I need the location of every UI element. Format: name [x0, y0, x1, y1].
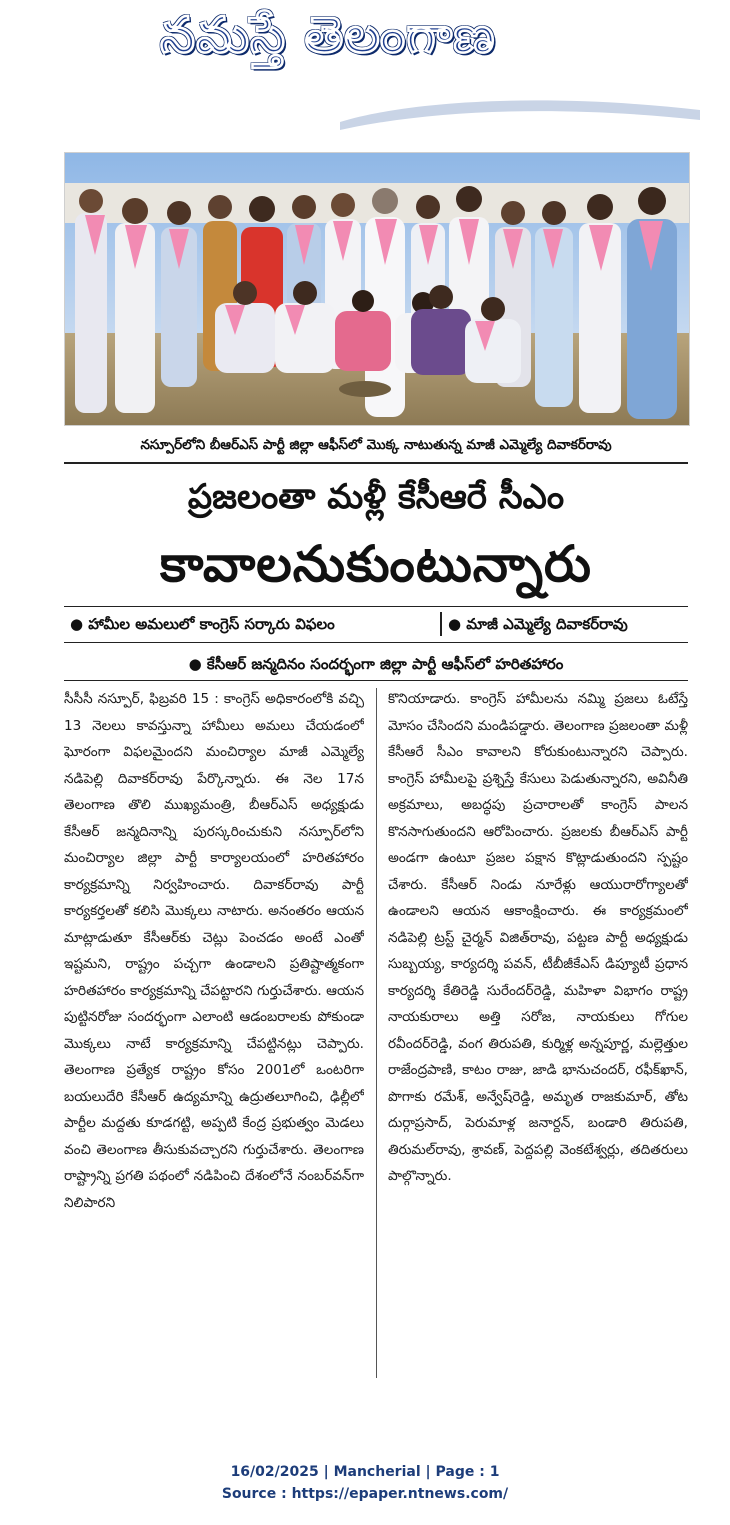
- subhead-second: ● కేసీఆర్ జన్మదినం సందర్భంగా జిల్లా పార్టీ ఆఫీస్‌లో హరితహారం: [188, 655, 564, 673]
- article-column-left: [64, 686, 364, 1386]
- subline-bottom-divider: [64, 680, 688, 681]
- masthead-title: నమస్తే తెలంగాణ: [160, 6, 496, 64]
- news-photo: [64, 152, 690, 426]
- article-column-right: [388, 686, 688, 1386]
- photo-caption: నస్పూర్‌లోని బీఆర్‌ఎస్ పార్టీ జిల్లా ఆఫీస్‌లో మొక్క నాటుతున్న మాజీ ఎమ్మెల్యే దివాకర్‌రావు: [140, 437, 612, 453]
- subhead-left: ● హామీల అమలులో కాంగ్రెస్ సర్కారు విఫలం: [70, 615, 335, 633]
- article-text-right: కొనియాడారు. కాంగ్రెస్ హామీలను నమ్మి ప్రజలు ఓటేస్తే మోసం చేసిందని మండిపడ్డారు. తెలంగాణ ప్రజలంతా మళ్లీ కేసీఆరే సీఎం కావాలని కోరుకుంటున్నారని చెప్పారు. కాంగ్రెస్ హామీలపై ప్రశ్నిస్తే కేసులు పెడుతున్నారని, అవినీతి అక్రమాలు, అబద్ధపు ప్రచారాలతో కాంగ్రెస్ పాలన కొనసాగుతుందని ఆరోపించారు. ప్రజలకు బీఆర్‌ఎస్ పార్టీ అండగా ఉంటూ ప్రజల పక్షాన కొట్లాడుతుందని స్పష్టం చేశారు. కేసీఆర్ నిండు నూరేళ్లు ఆయురారోగ్యాలతో ఉండాలని ఆయన ఆకాంక్షించారు. ఈ కార్యక్రమంలో నడిపెల్లి ట్రస్ట్ చైర్మన్ విజిత్‌రావు, పట్టణ పార్టీ అధ్యక్షుడు సుబ్బయ్య, కార్యదర్శి పవన్, టీబీజీకేఎస్ డిప్యూటీ ప్రధాన కార్యదర్శి కేతిరెడ్డి సురేందర్‌రెడ్డి, మహిళా విభాగం రాష్ట్ర నాయకురాలు అత్తి సరోజ, నాయకులు గోగుల రవీందర్‌రెడ్డి, వంగ తిరుపతి, కుర్మిళ్ల అన్నపూర్ణ, మల్లెత్తుల రాజేంద్రపాణి, కాటం రాజు, జాడి భానుచందర్, రఫీక్‌ఖాన్, పొగాకు రమేశ్, అన్వేష్‌రెడ్డి, అమృత రాజకుమార్, తోట దుర్గాప్రసాద్, పెరుమాళ్ల జనార్దన్, బండారి తిరుపతి, తిరుమల్‌రావు, శ్రావణ్, పెద్దపల్లి వెంకటేశ్వర్లు, తదితరులు పాల్గొన్నారు.: [388, 691, 688, 1184]
- caption-divider: [64, 462, 688, 464]
- column-divider: [376, 688, 377, 1378]
- subline-mid-divider: [64, 642, 688, 643]
- footer-source-line: Source : https://epaper.ntnews.com/: [221, 1486, 509, 1502]
- subline-top-divider: [64, 606, 688, 607]
- article-text-left: సీసీసీ నస్పూర్, ఫిబ్రవరి 15 : కాంగ్రెస్ అధికారంలోకి వచ్చి 13 నెలలు కావస్తున్నా హామీలు అమలు చేయడంలో ఘోరంగా విఫలమైందని మంచిర్యాల మాజీ ఎమ్మెల్యే నడిపెల్లి దివాకర్‌రావు పేర్కొన్నారు. ఈ నెల 17న తెలంగాణ తొలి ముఖ్యమంత్రి, బీఆర్‌ఎస్ అధ్యక్షుడు కేసీఆర్ జన్మదినాన్ని పురస్కరించుకుని నస్పూర్‌లోని మంచిర్యాల జిల్లా పార్టీ కార్యాలయంలో హరితహారం కార్యక్రమాన్ని నిర్వహించారు. దివాకర్‌రావు పార్టీ కార్యకర్తలతో కలిసి మొక్కలు నాటారు. అనంతరం ఆయన మాట్లాడుతూ కేసీఆర్‌కు చెట్లు పెంచడం అంటే ఎంతో ఇష్టమని, రాష్ట్రం పచ్చగా ఉండాలని ప్రతిష్టాత్మకంగా హరితహారం కార్యక్రమాన్ని చేపట్టారని గుర్తుచేశారు. ఆయన పుట్టినరోజు సందర్భంగా ఎలాంటి ఆడంబరాలకు పోకుండా మొక్కలు నాటే కార్యక్రమాన్ని చేపట్టినట్లు చెప్పారు. తెలంగాణ ప్రత్యేక రాష్ట్రం కోసం 2001లో ఒంటరిగా బయలుదేరి కేసీఆర్ ఉద్యమాన్ని ఉద్రుతలూగించి, ఢిల్లీలో పార్టీల మద్దతు కూడగట్టి, అప్పటి కేంద్ర ప్రభుత్వం మెడలు వంచి తెలంగాణ తీసుకువచ్చారని గుర్తుచేశారు. తెలంగాణ రాష్ట్రాన్ని ప్రగతి పథంలో నడిపించి దేశంలోనే నంబర్‌వన్‌గా నిలిపారని: [64, 691, 364, 1211]
- subhead-right: ● మాజీ ఎమ్మెల్యే దివాకర్‌రావు: [448, 615, 628, 633]
- footer-date-line: 16/02/2025 | Mancherial | Page : 1: [230, 1464, 500, 1480]
- masthead-swoosh: [340, 96, 700, 136]
- subhead-separator: [440, 612, 442, 636]
- headline-line-1: ప్రజలంతా మళ్లీ కేసీఆరే సీఎం: [187, 477, 565, 517]
- headline-line-2: కావాలనుకుంటున్నారు: [160, 535, 592, 593]
